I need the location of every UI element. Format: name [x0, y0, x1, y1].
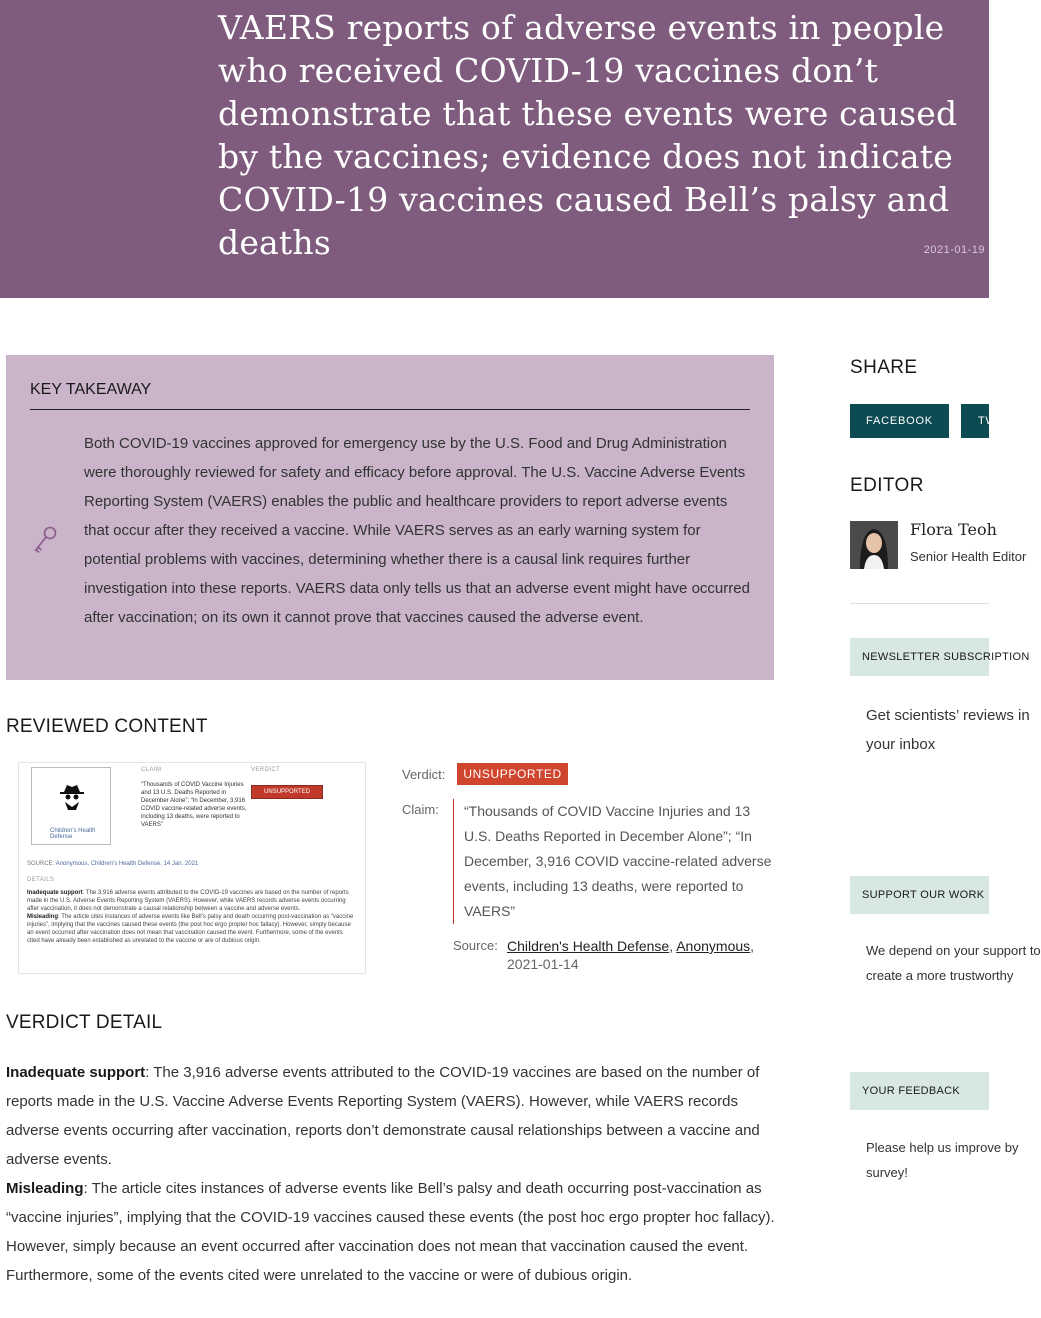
newsletter-text-line-2: your inbox	[866, 736, 936, 753]
spy-icon	[56, 780, 88, 812]
feedback-heading: YOUR FEEDBACK	[850, 1072, 989, 1110]
support-text-line-2: create a more trustworthy	[866, 968, 1014, 983]
source-date: 2021-01-14	[507, 956, 579, 972]
feedback-text	[866, 1135, 1019, 1185]
source-separator: ,	[669, 938, 677, 954]
thumb-claim-text: “Thousands of COVID Vaccine Injuries and 13 U.S. Deaths Reported in December Alone”; “In December, 3,916 COVID vaccine-related adverse events, including 13 deaths, were reported to VAERS”	[141, 782, 247, 828]
publish-date: 2021-01-19	[923, 244, 985, 256]
source-label: Source:	[453, 938, 498, 953]
verdict-detail-text	[6, 1058, 776, 1290]
thumb-source	[27, 861, 198, 867]
editor-heading: EDITOR	[850, 475, 924, 496]
detail-1-label: Inadequate support	[6, 1064, 146, 1081]
source-link-childrens-health-defense[interactable]: Children's Health Defense	[507, 938, 670, 954]
thumb-details-label: DETAILS	[27, 877, 55, 883]
sidebar-divider	[850, 603, 989, 604]
editor-name[interactable]: Flora Teoh	[910, 520, 997, 539]
editor-portrait-icon	[850, 521, 898, 569]
newsletter-text	[866, 701, 1030, 759]
thumb-verdict-badge: UNSUPPORTED	[251, 785, 323, 799]
page-title: VAERS reports of adverse events in people who received COVID-19 vaccines don’t demonstrate that these events were caused by the vaccines; evidence does not indicate COVID-19 vaccines caused Bell’s palsy and deaths	[218, 8, 958, 262]
support-text	[866, 938, 1041, 988]
share-heading: SHARE	[850, 357, 918, 378]
thumb-detail-2-text: : The article cites instances of adverse events like Bell's palsy and death occurring post-vaccination as “vaccine injuries”, implying that the vaccines caused these events (the post hoc ergo propter hoc fallacy). However, simply because an event occurred after vaccination does not mean that vaccination caused the event. Furthermore, some of the events cited have already been established as unrelated to the vaccine or are of dubious origin.	[27, 914, 354, 944]
verdict-detail-heading: VERDICT DETAIL	[6, 1012, 163, 1033]
feedback-text-line-2: survey!	[866, 1165, 908, 1180]
verdict-label: Verdict:	[402, 766, 446, 782]
claim-label: Claim:	[402, 802, 439, 817]
avatar[interactable]	[850, 521, 898, 569]
source-logo-text: Children's Health Defense	[50, 828, 96, 840]
article-header	[0, 0, 989, 298]
thumb-detail-1-label: Inadequate support	[27, 890, 83, 896]
thumb-details	[27, 889, 357, 945]
key-takeaway-text: Both COVID-19 vaccines approved for emergency use by the U.S. Food and Drug Administration were thoroughly reviewed for safety and efficacy before approval. The U.S. Vaccine Adverse Events Reporting System (VAERS) enables the public and healthcare providers to report adverse events that occur after they received a vaccine. While VAERS serves as an early warning system for potential problems with vaccines, determining whether there is a causal link requires further investigation into these reports. VAERS data only tells us that an adverse event might have occurred after vaccination; on its own it cannot prove that vaccines caused the adverse event.	[84, 435, 750, 626]
share-twitter-button[interactable]: TWITTER	[961, 404, 989, 438]
verdict-row	[402, 762, 568, 786]
source-link-anonymous[interactable]: Anonymous	[676, 938, 751, 954]
detail-1-text: : The 3,916 adverse events attributed to the COVID-19 vaccines are based on the number of reports made in the U.S. Vaccine Adverse Events Reporting System (VAERS). However, while VAERS records adverse events occurring after vaccination, reports don’t demonstrate causal relationships between a vaccine and adverse events.	[6, 1064, 760, 1168]
thumb-source-text: Anonymous, Children's Health Defense, 14 Jan. 2021	[55, 861, 199, 867]
verdict-detail-paragraph-2	[6, 1174, 776, 1290]
support-heading: SUPPORT OUR WORK	[850, 876, 989, 914]
key-takeaway-panel	[6, 355, 774, 680]
source-logo	[31, 767, 111, 845]
source-text	[507, 937, 767, 973]
editor-role: Senior Health Editor	[910, 549, 1027, 564]
newsletter-heading: NEWSLETTER SUBSCRIPTION	[850, 638, 989, 676]
key-icon	[32, 525, 58, 555]
reviewed-content-heading: REVIEWED CONTENT	[6, 716, 208, 737]
verdict-detail-paragraph-1	[6, 1058, 776, 1174]
thumb-detail-2-label: Misleading	[27, 914, 59, 920]
key-takeaway-heading: KEY TAKEAWAY	[30, 381, 750, 410]
detail-2-label: Misleading	[6, 1180, 84, 1197]
share-facebook-button[interactable]: FACEBOOK	[850, 404, 949, 438]
support-text-line-1: We depend on your support to	[866, 943, 1041, 958]
detail-2-text: : The article cites instances of adverse events like Bell’s palsy and death occurring post-vaccination as “vaccine injuries”, implying that the COVID-19 vaccines caused these events (the post hoc ergo propter hoc fallacy). However, simply because an event occurred after vaccination does not mean that vaccination caused the event. Furthermore, some of the events cited were unrelated to the vaccine or were of dubious origin.	[6, 1180, 775, 1284]
source-end: ,	[750, 938, 755, 954]
newsletter-text-line-1: Get scientists’ reviews in	[866, 707, 1030, 724]
thumb-claim-label: CLAIM	[141, 767, 162, 773]
thumb-detail-1-text: : The 3,916 adverse events attributed to the COVID-19 vaccines are based on the number of reports made in the U.S. Adverse Events Reporting System (VAERS). However, while VAERS records adverse events occurring after vaccination, it does not demonstrate a causal relationship between a vaccine and adverse events.	[27, 890, 349, 912]
feedback-text-line-1: Please help us improve by	[866, 1140, 1019, 1155]
claim-text: “Thousands of COVID Vaccine Injuries and 13 U.S. Deaths Reported in December Alone”; “In December, 3,916 COVID vaccine-related adverse events, including 13 deaths, were reported to VAERS”	[453, 799, 775, 924]
thumb-source-prefix: SOURCE:	[27, 861, 55, 867]
verdict-badge: UNSUPPORTED	[457, 763, 567, 785]
claim-screenshot-thumbnail[interactable]	[18, 762, 366, 974]
thumb-verdict-label: VERDICT	[251, 767, 281, 773]
